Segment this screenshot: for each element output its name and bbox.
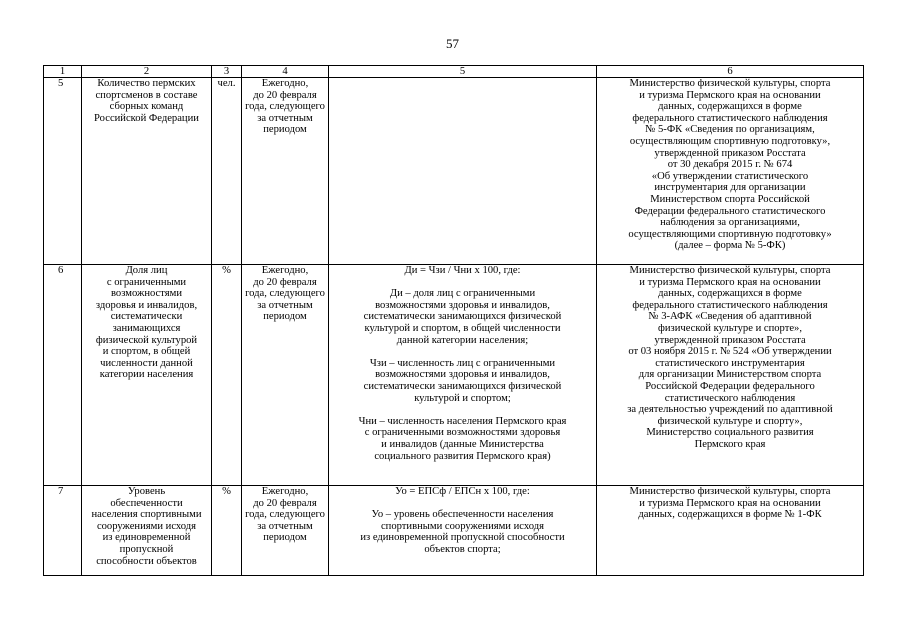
text-line: из единовременной пропускной способности bbox=[360, 532, 565, 544]
text-line: с ограниченными возможностями здоровья bbox=[364, 427, 561, 439]
text-line: Чни – численность населения Пермского края bbox=[358, 415, 567, 427]
text-line: занимающихся bbox=[112, 322, 181, 334]
text-line: здоровья и инвалидов, bbox=[95, 299, 198, 311]
paragraph-gap bbox=[330, 498, 595, 510]
unit: % bbox=[212, 486, 242, 576]
text-line: и туризма Пермского края на основании bbox=[639, 497, 821, 509]
text-line: статистического наблюдения bbox=[664, 392, 796, 404]
text-line: за отчетным bbox=[257, 520, 313, 532]
text-line: федерального статистического наблюдения bbox=[632, 299, 828, 311]
text-line: № 5-ФК «Сведения по организациям, bbox=[645, 124, 815, 136]
text-line: до 20 февраля bbox=[253, 89, 317, 101]
calculation-method bbox=[329, 78, 597, 265]
text-line: Уо = ЕПСф / ЕПСн х 100, где: bbox=[395, 486, 530, 497]
reporting-period bbox=[242, 486, 329, 576]
text-line: периодом bbox=[263, 124, 307, 136]
text-line: года, следующего bbox=[245, 288, 325, 300]
text-line: данных, содержащихся в форме bbox=[658, 288, 802, 300]
column-header: 5 bbox=[329, 66, 597, 78]
paragraph-gap bbox=[330, 404, 595, 416]
text-line: категории населения bbox=[99, 369, 194, 381]
text-line: года, следующего bbox=[245, 101, 325, 113]
column-header: 2 bbox=[82, 66, 212, 78]
indicator-name bbox=[82, 486, 212, 576]
data-source bbox=[597, 78, 864, 265]
text-line: утвержденной приказом Росстата bbox=[654, 334, 806, 346]
text-line: (далее – форма № 5-ФК) bbox=[674, 240, 786, 252]
text-line: данных, содержащихся в форме bbox=[658, 101, 802, 113]
text-line: Ди = Чзи / Чни х 100, где: bbox=[404, 265, 521, 276]
text-line: культурой и спортом, в общей численности bbox=[364, 322, 561, 334]
data-source bbox=[597, 265, 864, 486]
table-row bbox=[44, 265, 864, 486]
table-row bbox=[44, 486, 864, 576]
text-line: федерального статистического наблюдения bbox=[632, 112, 828, 124]
indicator-table bbox=[43, 65, 864, 576]
column-header: 3 bbox=[212, 66, 242, 78]
text-line: Доля лиц bbox=[125, 265, 168, 276]
column-header: 1 bbox=[44, 66, 82, 78]
text-line: и спортом, в общей bbox=[102, 346, 191, 358]
text-line: «Об утверждении статистического bbox=[651, 170, 809, 182]
text-line: осуществляющими спортивную подготовку» bbox=[628, 228, 832, 240]
text-line: периодом bbox=[263, 311, 307, 323]
text-line: Министерство социального развития bbox=[646, 427, 814, 439]
text-line: данных, содержащихся в форме № 1-ФК bbox=[638, 509, 822, 521]
text-line: физической культуре и спорту», bbox=[657, 415, 803, 427]
indicator-name bbox=[82, 265, 212, 486]
text-line: за отчетным bbox=[257, 299, 313, 311]
text-line: Пермского края bbox=[694, 438, 766, 450]
text-line: за отчетным bbox=[257, 112, 313, 124]
text-line: с ограниченными bbox=[106, 276, 187, 288]
indicator-name bbox=[82, 78, 212, 265]
text-line: объектов спорта; bbox=[424, 543, 501, 555]
unit: чел. bbox=[212, 78, 242, 265]
row-number: 5 bbox=[44, 78, 82, 265]
text-line: и туризма Пермского края на основании bbox=[639, 89, 821, 101]
text-line: культурой и спортом; bbox=[414, 392, 511, 404]
text-line: года, следующего bbox=[245, 509, 325, 521]
text-line: данной категории населения; bbox=[396, 334, 529, 346]
text-line: возможностями здоровья и инвалидов, bbox=[375, 369, 550, 381]
text-line: Министерством спорта Российской bbox=[650, 193, 810, 205]
column-number-row bbox=[44, 66, 864, 78]
unit: % bbox=[212, 265, 242, 486]
text-line: численности данной bbox=[100, 357, 193, 369]
text-line: спортсменов в составе bbox=[95, 89, 198, 101]
text-line: Уровень bbox=[127, 486, 166, 497]
paragraph-gap bbox=[330, 346, 595, 358]
row-number: 7 bbox=[44, 486, 82, 576]
text-line: возможностями bbox=[111, 288, 182, 300]
text-line: для организации Министерством спорта bbox=[638, 369, 822, 381]
text-line: систематически bbox=[110, 311, 183, 323]
text-line: Ежегодно, bbox=[261, 486, 309, 497]
text-line: систематически занимающихся физической bbox=[363, 380, 562, 392]
text-line: возможностями здоровья и инвалидов, bbox=[375, 299, 550, 311]
text-line: обеспеченности bbox=[110, 497, 183, 509]
text-line: населения спортивными bbox=[91, 509, 202, 521]
text-line: периодом bbox=[263, 532, 307, 544]
text-line: Ди – доля лиц с ограниченными bbox=[389, 288, 536, 300]
text-line: сборных команд bbox=[109, 101, 184, 113]
text-line: от 03 ноября 2015 г. № 524 «Об утверждении bbox=[628, 346, 832, 358]
table-row bbox=[44, 78, 864, 265]
text-line: Министерство физической культуры, спорта bbox=[629, 486, 831, 497]
reporting-period bbox=[242, 265, 329, 486]
text-line: способности объектов bbox=[96, 555, 197, 567]
text-line: спортивными сооружениями исходя bbox=[380, 520, 545, 532]
text-line: № 3-АФК «Сведения об адаптивной bbox=[648, 311, 812, 323]
column-header: 4 bbox=[242, 66, 329, 78]
calculation-method bbox=[329, 265, 597, 486]
text-line: Российской Федерации bbox=[94, 112, 199, 124]
text-line: пропускной bbox=[119, 543, 174, 555]
column-header: 6 bbox=[597, 66, 864, 78]
text-line: Уо – уровень обеспеченности населения bbox=[371, 509, 554, 521]
page-number: 57 bbox=[446, 36, 459, 51]
data-source bbox=[597, 486, 864, 576]
text-line: за деятельностью учреждений по адаптивной bbox=[627, 404, 833, 416]
text-line: из единовременной bbox=[102, 532, 191, 544]
text-line: сооружениями исходя bbox=[96, 520, 197, 532]
paragraph-gap bbox=[330, 277, 595, 289]
text-line: физической культурой bbox=[95, 334, 198, 346]
text-line: социального развития Пермского края) bbox=[374, 450, 551, 462]
text-line: и туризма Пермского края на основании bbox=[639, 276, 821, 288]
text-line: систематически занимающихся физической bbox=[363, 311, 562, 323]
text-line: и инвалидов (данные Министерства bbox=[381, 438, 544, 450]
text-line: Ежегодно, bbox=[261, 265, 309, 276]
text-line: Российской Федерации федерального bbox=[645, 380, 815, 392]
text-line: физической культуре и спорте», bbox=[657, 322, 802, 334]
text-line: от 30 декабря 2015 г. № 674 bbox=[667, 159, 793, 171]
text-line: Ежегодно, bbox=[261, 78, 309, 89]
text-line: до 20 февраля bbox=[253, 497, 317, 509]
text-line: Министерство физической культуры, спорта bbox=[629, 78, 831, 89]
text-line: Количество пермских bbox=[97, 78, 196, 89]
row-number: 6 bbox=[44, 265, 82, 486]
text-line: осуществляющим спортивную подготовку», bbox=[629, 135, 831, 147]
text-line: инструментария для организации bbox=[654, 182, 806, 194]
text-line: наблюдения за организациями, bbox=[660, 217, 800, 229]
text-line: утвержденной приказом Росстата bbox=[654, 147, 806, 159]
text-line: статистического инструментария bbox=[655, 357, 805, 369]
calculation-method bbox=[329, 486, 597, 576]
text-line: Федерации федерального статистического bbox=[634, 205, 826, 217]
text-line: до 20 февраля bbox=[253, 276, 317, 288]
text-line: Чзи – численность лиц с ограниченными bbox=[369, 357, 556, 369]
text-line: Министерство физической культуры, спорта bbox=[629, 265, 831, 276]
reporting-period bbox=[242, 78, 329, 265]
